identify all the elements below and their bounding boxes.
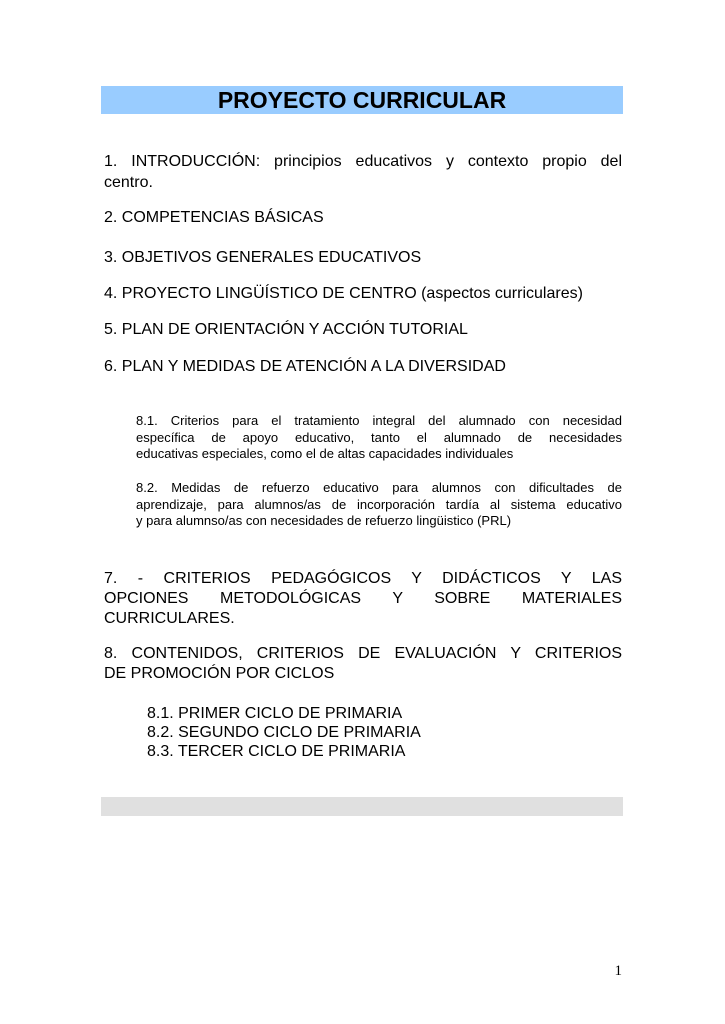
section-contenidos (104, 644, 622, 684)
section-atencion-diversidad: 6. PLAN Y MEDIDAS DE ATENCIÓN A LA DIVERSIDAD (104, 358, 506, 375)
subsection-8-1 (136, 413, 622, 463)
section-line: DE PROMOCIÓN POR CICLOS (104, 665, 335, 682)
cycle-list (147, 704, 421, 761)
cycle-item: 8.3. TERCER CICLO DE PRIMARIA (147, 743, 406, 760)
subsection-8-2 (136, 480, 622, 530)
subsection-line: educativas especiales, como el de altas capacidades individuales (136, 446, 514, 461)
section-line: OPCIONES METODOLÓGICAS Y SOBRE MATERIALES (104, 590, 622, 607)
page-number: 1 (614, 963, 622, 979)
section-plan-orientacion: 5. PLAN DE ORIENTACIÓN Y ACCIÓN TUTORIAL (104, 321, 468, 338)
section-criterios-pedagogicos (104, 569, 622, 629)
section-objetivos: 3. OBJETIVOS GENERALES EDUCATIVOS (104, 249, 422, 266)
section-line: 8. CONTENIDOS, CRITERIOS DE EVALUACIÓN Y CRITERIOS (104, 645, 622, 662)
section-line: 7. - CRITERIOS PEDAGÓGICOS Y DIDÁCTICOS Y LAS (104, 570, 622, 587)
section-line: centro. (104, 174, 153, 191)
subsection-line: específica de apoyo educativo, tanto el alumnado de necesidades (136, 429, 622, 445)
subsection-line: y para alumnso/as con necesidades de refuerzo lingüistico (PRL) (136, 513, 512, 528)
section-proyecto-linguistico: 4. PROYECTO LINGÜÍSTICO DE CENTRO (aspectos curriculares) (104, 285, 583, 302)
section-competencias: 2. COMPETENCIAS BÁSICAS (104, 209, 324, 226)
section-introduccion (104, 152, 622, 193)
page-title: PROYECTO CURRICULAR (101, 86, 623, 114)
subsection-line: aprendizaje, para alumnos/as de incorporación tardía al sistema educativo (136, 496, 622, 512)
cycle-item: 8.2. SEGUNDO CICLO DE PRIMARIA (147, 724, 421, 741)
subsection-line: 8.1. Criterios para el tratamiento integral del alumnado con necesidad (136, 413, 622, 428)
footer-divider-bar (101, 797, 623, 816)
section-line: CURRICULARES. (104, 610, 235, 627)
subsection-line: 8.2. Medidas de refuerzo educativo para alumnos con dificultades de (136, 480, 622, 495)
section-line: 1. INTRODUCCIÓN: principios educativos y contexto propio del (104, 153, 622, 170)
cycle-item: 8.1. PRIMER CICLO DE PRIMARIA (147, 705, 403, 722)
